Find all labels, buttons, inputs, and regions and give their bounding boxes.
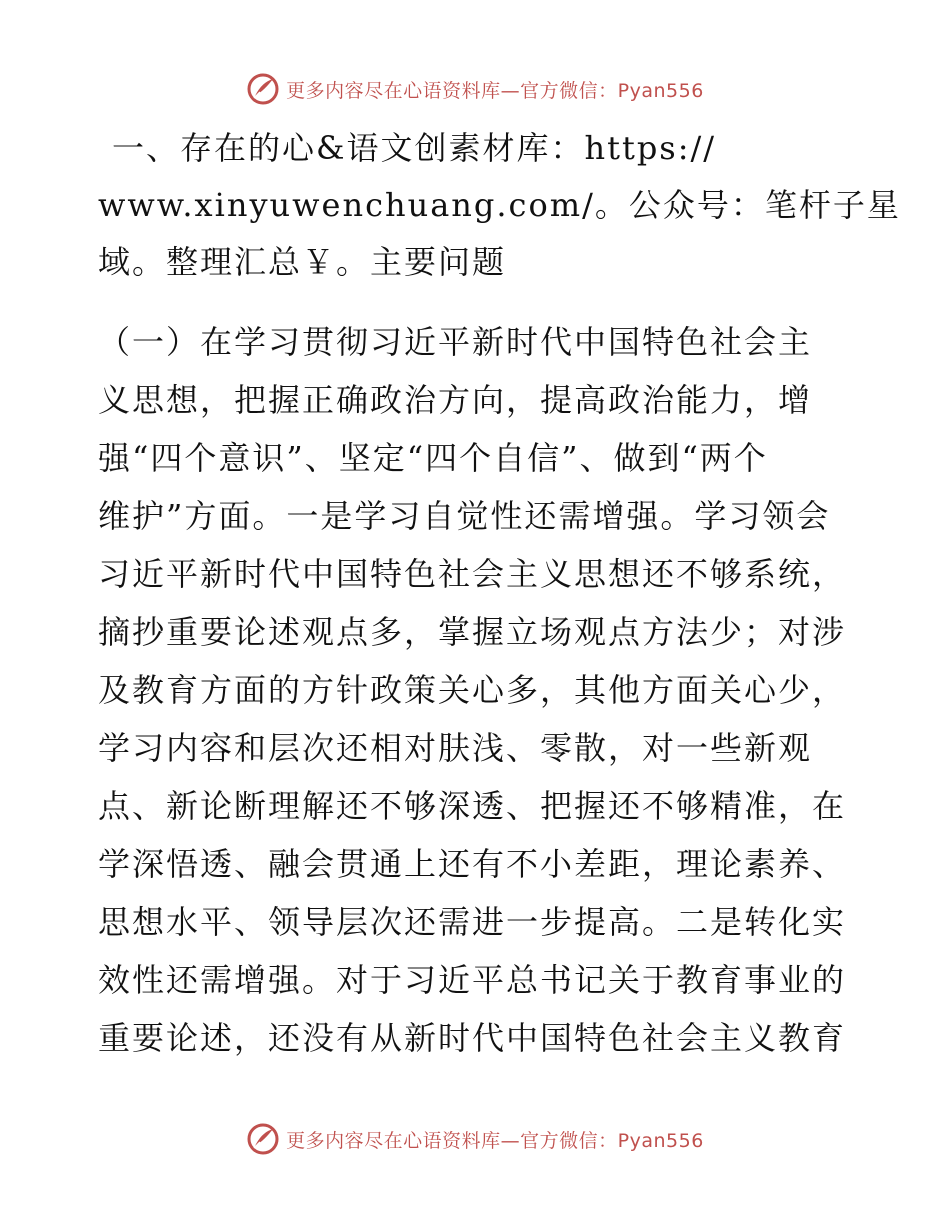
paragraph-line: 效性还需增强。对于习近平总书记关于教育事业的 [98,961,847,999]
body-paragraph [98,313,858,1067]
paragraph-line: 维护”方面。一是学习自觉性还需增强。学习领会 [98,497,831,535]
section-heading [98,120,901,291]
heading-line: 域。整理汇总￥。主要问题 [98,243,507,281]
feather-logo-icon [246,1122,280,1156]
paragraph-line: 点、新论断理解还不够深透、把握还不够精准，在 [98,787,847,825]
heading-line: www.xinyuwenchuang.com/。公众号：笔杆子星 [98,186,901,224]
paragraph-line: 思想水平、领导层次还需进一步提高。二是转化实 [98,903,847,941]
paragraph-line: 义思想，把握正确政治方向，提高政治能力，增 [98,381,813,419]
header-watermark-banner [0,72,950,106]
watermark-text: 更多内容尽在心语资料库—官方微信：Pyan556 [286,79,704,102]
paragraph-line: （一）在学习贯彻习近平新时代中国特色社会主 [98,323,813,361]
heading-line: 一、存在的心&语文创素材库：https:// [112,129,717,167]
paragraph-line: 习近平新时代中国特色社会主义思想还不够系统， [98,555,847,593]
watermark-text: 更多内容尽在心语资料库—官方微信：Pyan556 [286,1129,704,1152]
paragraph-line: 摘抄重要论述观点多，掌握立场观点方法少；对涉 [98,613,847,651]
document-body [98,120,901,1067]
paragraph-line: 强“四个意识”、坚定“四个自信”、做到“两个 [98,439,768,477]
footer-watermark-banner [0,1122,950,1156]
paragraph-line: 重要论述，还没有从新时代中国特色社会主义教育 [98,1019,847,1057]
paragraph-line: 学深悟透、融会贯通上还有不小差距，理论素养、 [98,845,847,883]
paragraph-line: 及教育方面的方针政策关心多，其他方面关心少， [98,671,847,709]
feather-logo-icon [246,72,280,106]
paragraph-line: 学习内容和层次还相对肤浅、零散，对一些新观 [98,729,813,767]
